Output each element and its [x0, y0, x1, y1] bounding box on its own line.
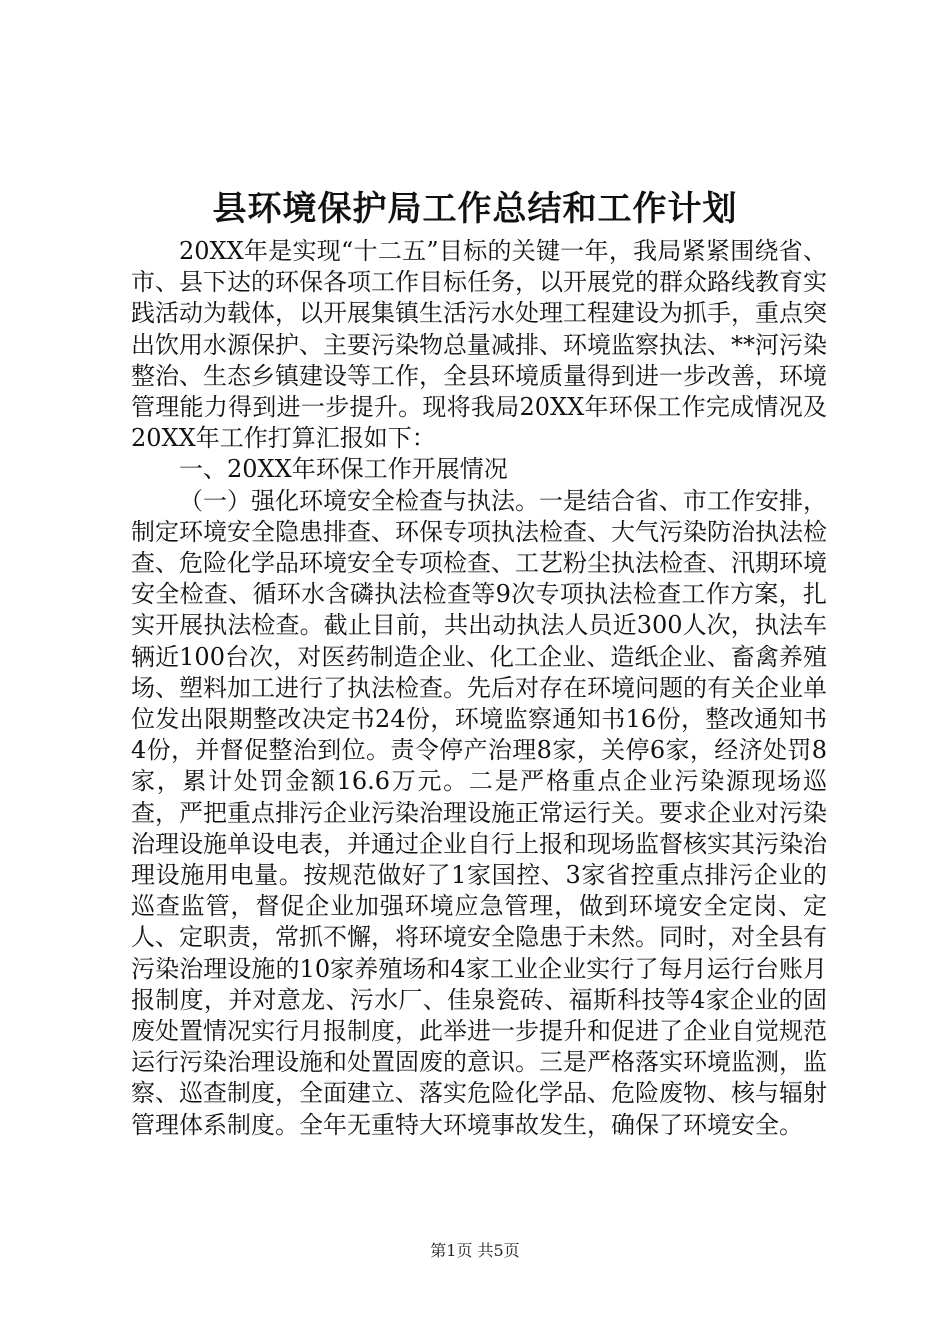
section-paragraph: （一）强化环境安全检查与执法。一是结合省、市工作安排，制定环境安全隐患排查、环保专项执法检查、大气污染防治执法检查、危险化学品环境安全专项检查、工艺粉尘执法检查、汛期环境安全检查、循环水含磷执法检查等9次专项执法检查工作方案，扎实开展执法检查。截止目前，共出动执法人员近300人次，执法车辆近100台次，对医药制造企业、化工企业、造纸企业、畜禽养殖场、塑料加工进行了执法检查。先后对存在环境问题的有关企业单位发出限期整改决定书24份，环境监察通知书16份，整改通知书4份，并督促整治到位。责令停产治理8家，关停6家，经济处罚8家，累计处罚金额16.6万元。二是严格重点企业污染源现场巡查，严把重点排污企业污染治理设施正常运行关。要求企业对污染治理设施单设电表，并通过企业自行上报和现场监督核实其污染治理设施用电量。按规范做好了1家国控、3家省控重点排污企业的巡查监管，督促企业加强环境应急管理，做到环境安全定岗、定人、定职责，常抓不懈，将环境安全隐患于未然。同时，对全县有污染治理设施的10家养殖场和4家工业企业实行了每月运行台账月报制度，并对意龙、污水厂、佳泉瓷砖、福斯科技等4家企业的固废处置情况实行月报制度，此举进一步提升和促进了企业自觉规范运行污染治理设施和处置固废的意识。三是严格落实环境监测，监察、巡查制度，全面建立、落实危险化学品、危险废物、核与辐射管理体系制度。全年无重特大环境事故发生，确保了环境安全。	[131, 486, 827, 1139]
document-title: 县环境保护局工作总结和工作计划	[212, 189, 738, 229]
document-body	[131, 236, 827, 1141]
page-number-footer: 第1页 共5页	[430, 1241, 520, 1260]
intro-paragraph: 20XX年是实现“十二五”目标的关键一年，我局紧紧围绕省、市、县下达的环保各项工作目标任务，以开展党的群众路线教育实践活动为载体，以开展集镇生活污水处理工程建设为抓手，重点突出饮用水源保护、主要污染物总量减排、环境监察执法、**河污染整治、生态乡镇建设等工作，全县环境质量得到进一步改善，环境管理能力得到进一步提升。现将我局20XX年环保工作完成情况及20XX年工作打算汇报如下：	[131, 237, 827, 453]
section-heading: 一、20XX年环保工作开展情况	[179, 455, 508, 484]
